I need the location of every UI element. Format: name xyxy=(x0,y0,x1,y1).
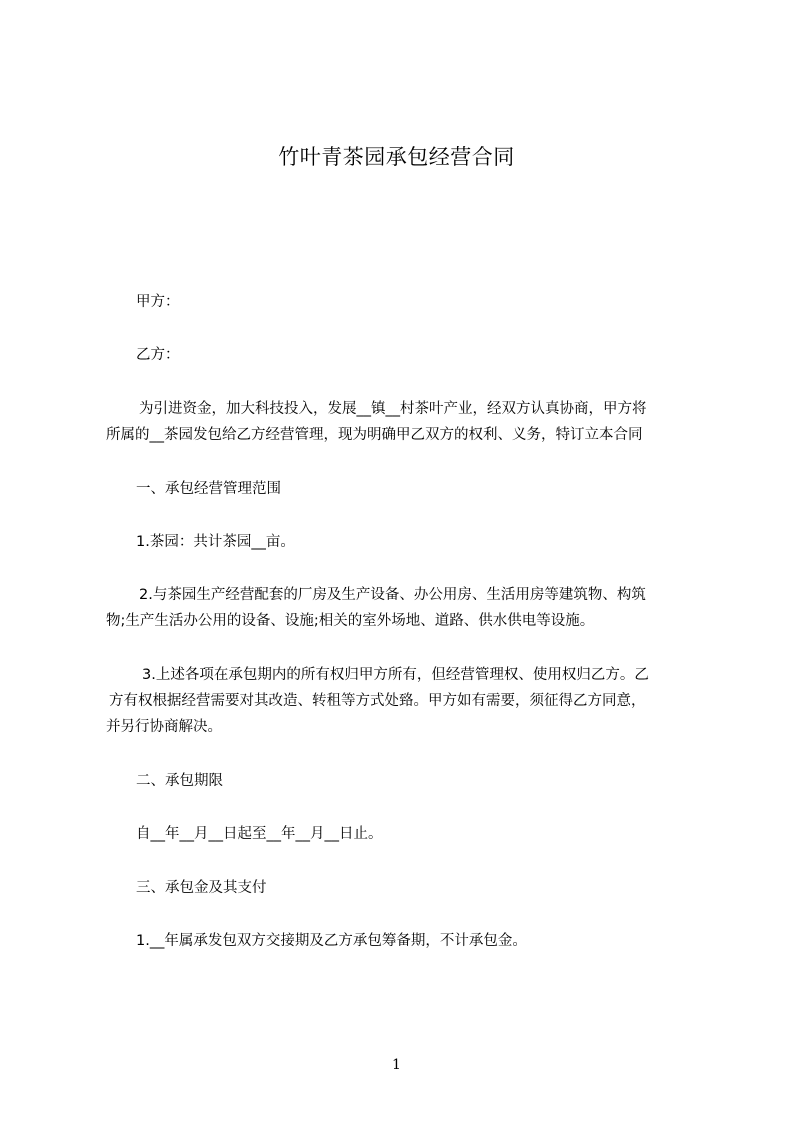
section-3-heading: 三、承包金及其支付 xyxy=(136,880,267,896)
preamble-line-2: 所属的__茶园发包给乙方经营管理，现为明确甲乙双方的权利、义务，特订立本合同 xyxy=(106,427,643,443)
section-2-heading: 二、承包期限 xyxy=(136,773,223,789)
section-1-item-2-line-1: 2.与茶园生产经营配套的厂房及生产设备、办公用房、生活用房等建筑物、构筑 xyxy=(139,587,646,603)
section-1-item-3-line-1: 3.上述各项在承包期内的所有权归甲方所有，但经营管理权、使用权归乙方。乙 xyxy=(142,667,649,683)
section-1-item-2-line-2: 物;生产生活办公用的设备、设施;相关的室外场地、道路、供水供电等设施。 xyxy=(106,613,595,629)
section-1-heading: 一、承包经营管理范围 xyxy=(136,481,281,497)
section-2-term: 自__年__月__日起至__年__月__日止。 xyxy=(136,826,383,842)
section-1-item-3-line-3: 并另行协商解决。 xyxy=(106,719,222,735)
party-b-label: 乙方： xyxy=(136,347,180,363)
document-title: 竹叶青茶园承包经营合同 xyxy=(278,145,515,169)
page-number: 1 xyxy=(392,1057,401,1073)
section-1-item-1: 1.茶园：共计茶园__亩。 xyxy=(136,534,295,550)
party-a-label: 甲方： xyxy=(136,294,180,310)
section-1-item-3-line-2: 方有权根据经营需要对其改造、转租等方式处臵。甲方如有需要，须征得乙方同意， xyxy=(109,693,646,709)
section-3-item-1: 1.__年属承发包双方交接期及乙方承包筹备期，不计承包金。 xyxy=(136,933,527,949)
preamble-line-1: 为引进资金，加大科技投入，发展__镇__村茶叶产业，经双方认真协商，甲方将 xyxy=(139,401,647,417)
